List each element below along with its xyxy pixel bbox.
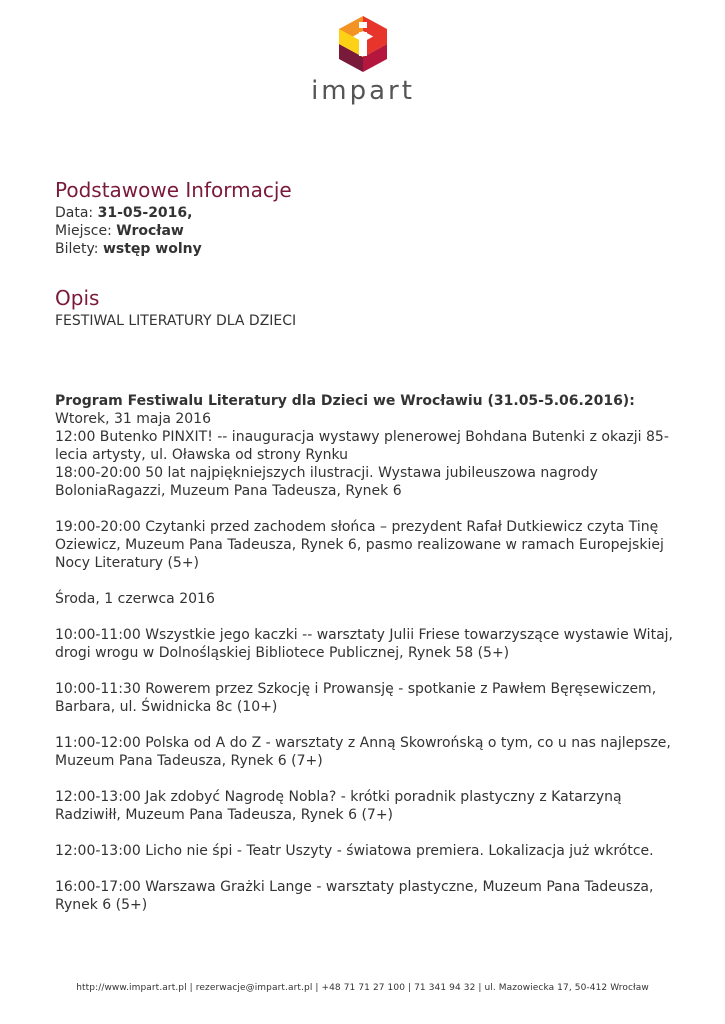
place-label: Miejsce: [55,223,112,239]
date-label: Data: [55,205,94,221]
program-entry: 16:00-17:00 Warszawa Grażki Lange - warsztaty plastyczne, Muzeum Pana Tadeusza, Rynek 6 (5+) [55,879,654,913]
program-entry: 10:00-11:30 Rowerem przez Szkocję i Prowansję - spotkanie z Pawłem Bęręsewiczem, Barbara, ul. Świdnicka 8c (10+) [55,681,657,715]
place-value: Wrocław [116,223,184,239]
date-line [55,204,685,222]
program-entry: 12:00-13:00 Jak zdobyć Nagrodę Nobla? - krótki poradnik plastyczny z Katarzyną Radziwiłł, Muzeum Pana Tadeusza, Rynek 6 (7+) [55,789,622,823]
program-section [55,392,685,914]
info-heading: Podstawowe Informacje [55,178,292,202]
description-text: FESTIWAL LITERATURY DLA DZIECI [55,313,297,329]
program-entry: Środa, 1 czerwca 2016 [55,591,215,607]
tickets-value: wstęp wolny [102,241,202,257]
program-entry: 18:00-20:00 50 lat najpiękniejszych ilustracji. Wystawa jubileuszowa nagrody BoloniaRagazzi, Muzeum Pana Tadeusza, Rynek 6 [55,465,598,499]
impart-logo [308,14,418,106]
tickets-line [55,240,685,258]
program-list [55,410,685,914]
program-title: Program Festiwalu Literatury dla Dzieci we Wrocławiu (31.05-5.06.2016): [55,393,635,409]
place-line [55,222,685,240]
program-entry: 19:00-20:00 Czytanki przed zachodem słońca – prezydent Rafał Dutkiewicz czyta Tinę Oziewicz, Muzeum Pana Tadeusza, Rynek 6, pasmo realizowane w ramach Europejskiej Nocy Literatury (5+) [55,519,664,571]
impart-cube-icon [335,14,391,74]
program-entry: 11:00-12:00 Polska od A do Z - warsztaty z Anną Skowrońską o tym, co u nas najlepsze, Muzeum Pana Tadeusza, Rynek 6 (7+) [55,735,671,769]
program-entry: 10:00-11:00 Wszystkie jego kaczki -- warsztaty Julii Friese towarzyszące wystawie Witaj, drogi wrogu w Dolnośląskiej Bibliotece Publicznej, Rynek 58 (5+) [55,627,673,661]
brand-name: impart [311,76,415,106]
program-entry: 12:00-13:00 Licho nie śpi - Teatr Uszyty - światowa premiera. Lokalizacja już wkrótce. [55,843,654,859]
tickets-label: Bilety: [55,241,99,257]
description-heading: Opis [55,286,100,310]
program-entry: Wtorek, 31 maja 2016 [55,411,211,427]
document-body [55,176,685,914]
footer-contact: http://www.impart.art.pl | rezerwacje@impart.art.pl | +48 71 71 27 100 | 71 341 94 32 | ul. Mazowiecka 17, 50-412 Wrocław [76,983,649,993]
program-entry: 12:00 Butenko PINXIT! -- inauguracja wystawy plenerowej Bohdana Butenki z okazji 85-lecia artysty, ul. Oławska od strony Rynku [55,429,669,463]
date-value: 31-05-2016, [97,205,193,221]
